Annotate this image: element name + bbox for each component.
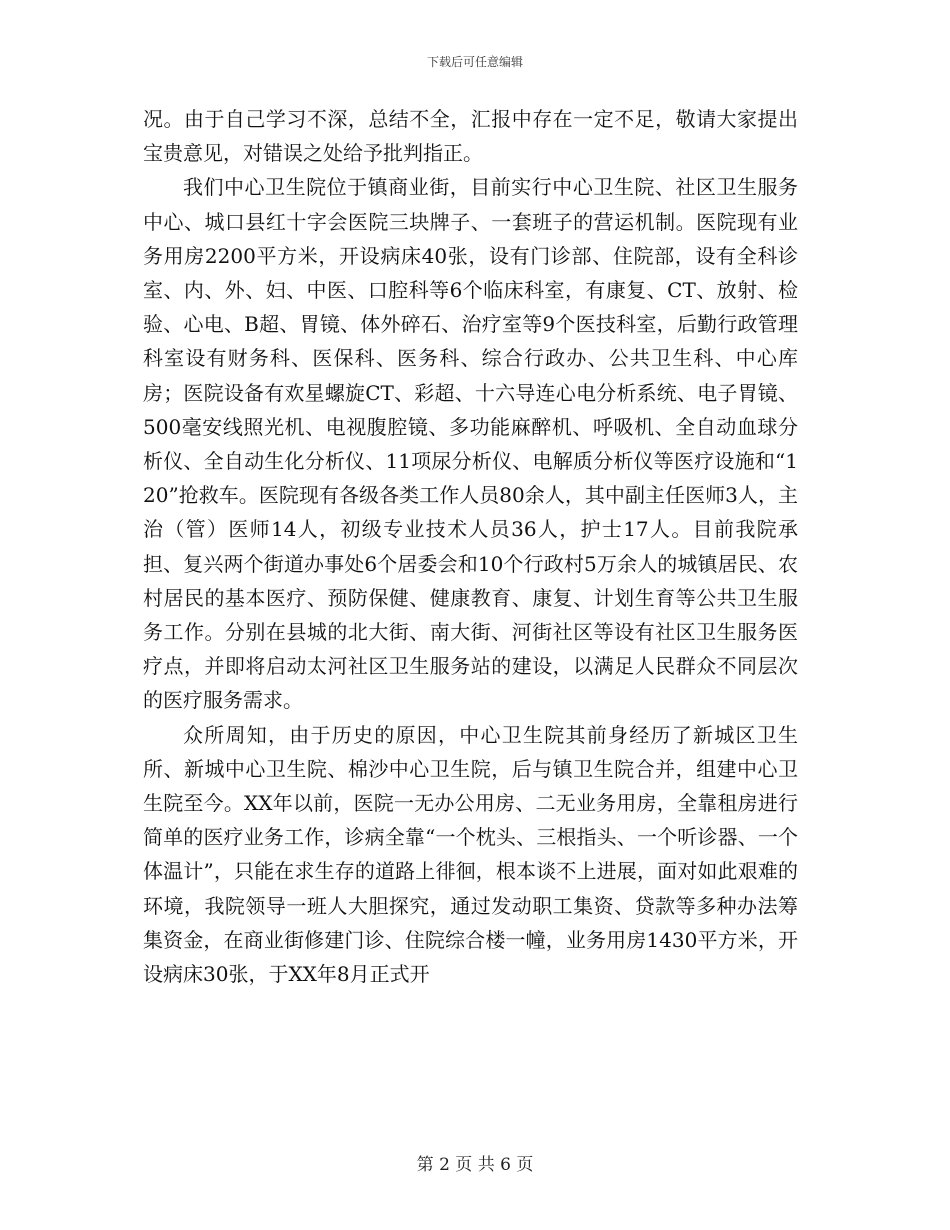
- paragraph-1: 况。由于自己学习不深，总结不全，汇报中存在一定不足，敬请大家提出宝贵意见，对错误之处给予批判指正。: [143, 107, 798, 166]
- paragraph-3: 众所周知，由于历史的原因，中心卫生院其前身经历了新城区卫生所、新城中心卫生院、棉沙中心卫生院，后与镇卫生院合并，组建中心卫生院至今。XX年以前，医院一无办公用房、二无业务用房，全靠租房进行简单的医疗业务工作，诊病全靠“一个枕头、三根指头、一个听诊器、一个体温计”，只能在求生存的道路上徘徊，根本谈不上进展，面对如此艰难的环境，我院领导一班人大胆探究，通过发动职工集资、贷款等多种办法筹集资金，在商业街修建门诊、住院综合楼一幢，业务用房1430平方米，开设病床30张，于XX年8月正式开: [143, 722, 798, 987]
- paragraph-2: 我们中心卫生院位于镇商业街，目前实行中心卫生院、社区卫生服务中心、城口县红十字会医院三块牌子、一套班子的营运机制。医院现有业务用房2200平方米，开设病床40张，设有门诊部、住院部，设有全科诊室、内、外、妇、中医、口腔科等6个临床科室，有康复、CT、放射、检验、心电、B超、胃镜、体外碎石、治疗室等9个医技科室，后勤行政管理科室设有财务科、医保科、医务科、综合行政办、公共卫生科、中心库房；医院设备有欢星螺旋CT、彩超、十六导连心电分析系统、电子胃镜、500毫安线照光机、电视腹腔镜、多功能麻醉机、呼吸机、全自动血球分析仪、全自动生化分析仪、11项尿分析仪、电解质分析仪等医疗设施和“120”抢救车。医院现有各级各类工作人员80余人，其中副主任医师3人，主治（管）医师14人，初级专业技术人员36人，护士17人。目前我院承担、复兴两个街道办事处6个居委会和10个行政村5万余人的城镇居民、农村居民的基本医疗、预防保健、健康教育、康复、计划生育等公共卫生服务工作。分别在县城的北大街、南大街、河街社区等设有社区卫生服务医疗点，并即将启动太河社区卫生服务站的建设，以满足人民群众不同层次的医疗服务需求。: [143, 175, 798, 713]
- page-header: 下载后可任意编辑: [426, 55, 523, 69]
- page-number: 第 2 页 共 6 页: [416, 1155, 534, 1175]
- document-body: [143, 102, 798, 991]
